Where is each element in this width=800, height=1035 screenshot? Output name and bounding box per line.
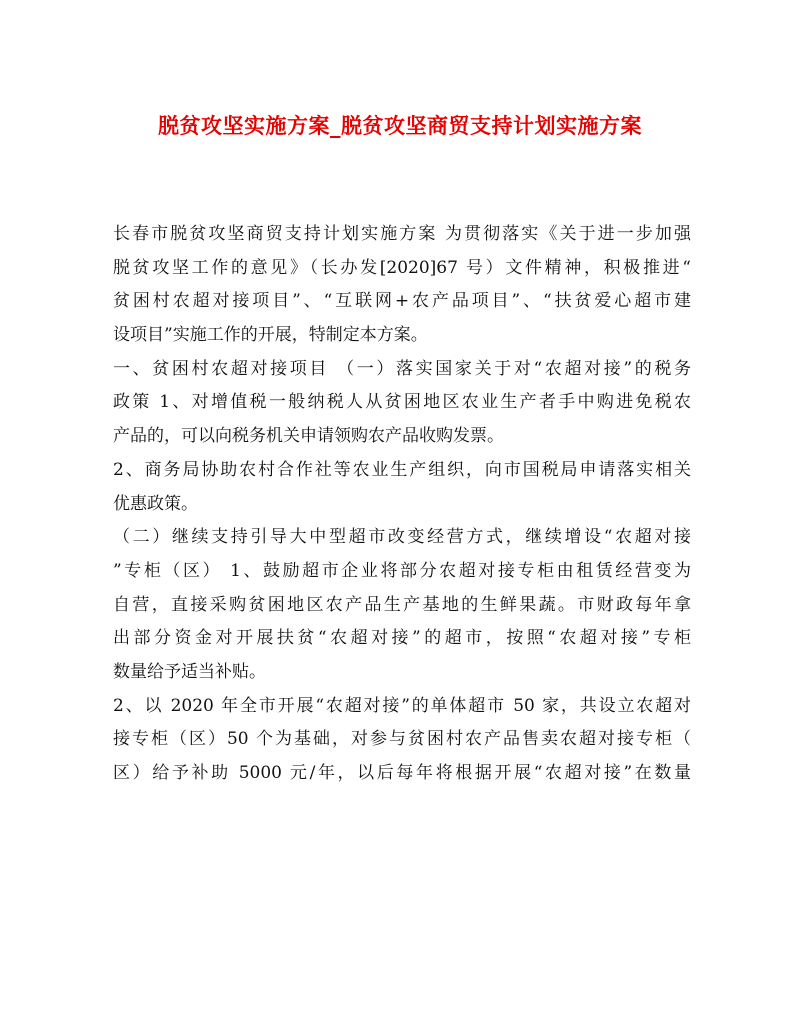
paragraph-line: 自营，直接采购贫困地区农产品生产基地的生鲜果蔬。市财政每年拿 [113, 594, 691, 615]
document-title: 脱贫攻坚实施方案_脱贫攻坚商贸支持计划实施方案 [158, 113, 642, 138]
paragraph-line: （二）继续支持引导大中型超市改变经营方式，继续增设“农超对接 [113, 527, 691, 548]
paragraph-line: 区）给予补助 5000 元/年，以后每年将根据开展“农超对接”在数量 [113, 763, 691, 783]
paragraph-line: 政策 1、对增值税一般纳税人从贫困地区农业生产者手中购进免税农 [113, 392, 691, 413]
paragraph-line: 优惠政策。 [113, 493, 198, 514]
paragraph-line: ”专柜（区） 1、鼓励超市企业将部分农超对接专柜由租赁经营变为 [113, 560, 691, 581]
document-body [113, 218, 691, 791]
paragraph-line: 贫困村农超对接项目”、“互联网+农产品项目”、“扶贫爱心超市建 [113, 291, 691, 312]
paragraph-line: 产品的，可以向税务机关申请领购农产品收购发票。 [113, 426, 504, 447]
paragraph-line: 接专柜（区）50 个为基础，对参与贫困村农产品售卖农超对接专柜（ [113, 729, 691, 750]
paragraph-line: 一、贫困村农超对接项目 （一）落实国家关于对“农超对接”的税务 [113, 358, 691, 379]
paragraph-line: 设项目”实施工作的开展，特制定本方案。 [113, 325, 428, 346]
paragraph-line: 脱贫攻坚工作的意见》（长办发[2020]67 号）文件精神，积极推进“ [113, 257, 691, 278]
paragraph-line: 数量给予适当补贴。 [113, 661, 266, 682]
paragraph-line: 2、商务局协助农村合作社等农业生产组织，向市国税局申请落实相关 [113, 459, 691, 480]
paragraph-line: 长春市脱贫攻坚商贸支持计划实施方案 为贯彻落实《关于进一步加强 [113, 224, 691, 244]
paragraph-line: 2、以 2020 年全市开展“农超对接”的单体超市 50 家，共设立农超对 [113, 695, 691, 716]
paragraph-line: 出部分资金对开展扶贫“农超对接”的超市，按照“农超对接”专柜 [113, 628, 691, 649]
